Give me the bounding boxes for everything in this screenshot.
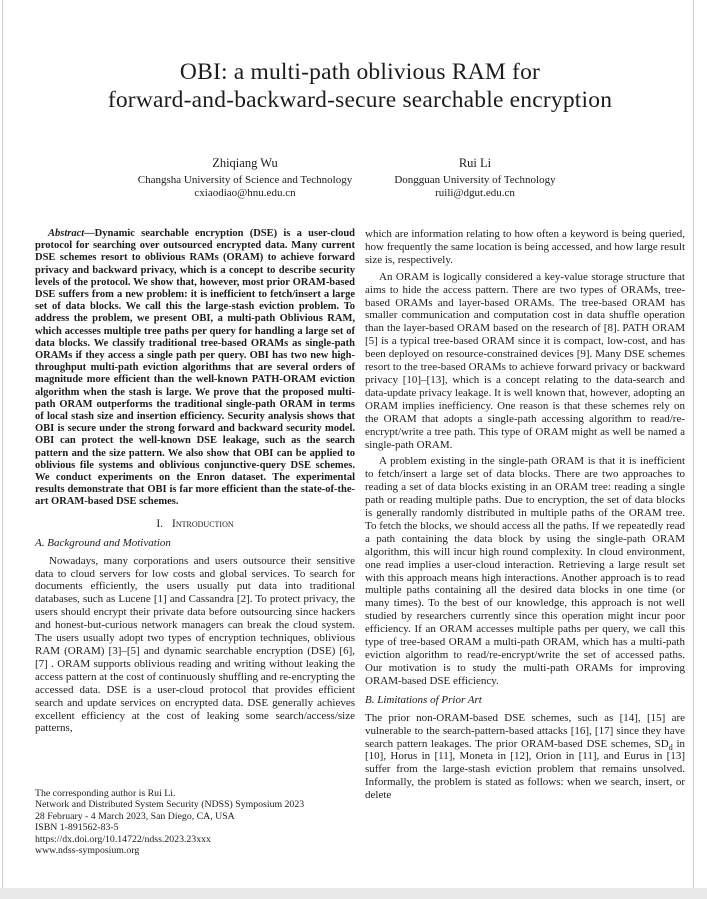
page-right-edge (693, 0, 694, 888)
author-1-affiliation: Changsha University of Science and Technology (137, 174, 353, 186)
author-1-email: cxiaodiao@hnu.edu.cn (194, 187, 296, 199)
paragraph-prior-art (365, 712, 685, 802)
abstract-label: Abstract (48, 228, 85, 239)
footnote-isbn: ISBN 1-891562-83-5 (35, 822, 119, 834)
subsection-heading-b: B. Limitations of Prior Art (365, 693, 482, 706)
author-2-name: Rui Li (458, 156, 492, 170)
abstract-text: —Dynamic searchable encryption (DSE) is a user-cloud protocol for searching over outsourced encrypted data. Many current DSE schemes resort to oblivious RAMs (ORAM) to achieve forward privacy and backward privacy, which is a concept to describe security levels of the protocol. We show that, however, most prior ORAM-based DSE suffers from a new problem: it is inefficient to fetch/insert a large set of data blocks. We call this the large-stash eviction problem. To address the problem, we present OBI, a multi-path Oblivious RAM, which accesses multiple tree paths per query for handling a large set of data blocks. We classify traditional tree-based ORAMs as single-path ORAMs if they access a single path per query. OBI has two new high-throughput multi-path eviction algorithms that are several orders of magnitude more efficient than the well-known PATH-ORAM eviction algorithm when the stash is large. We prove that the proposed multi-path ORAM outperforms the traditional single-path ORAM in terms of local stash size and insertion efficiency. Security analysis shows that OBI is secure under the strong forward and backward security model. OBI can protect the well-known DSE leakage, such as the search pattern and the size pattern. We also show that OBI can be applied to oblivious file systems and oblivious conjunctive-query DSE schemes. We conduct experiments on the Enron dataset. The experimental results demonstrate that OBI is far more efficient than the state-of-the-art ORAM-based DSE schemes. (35, 228, 355, 508)
footnote-website: www.ndss-symposium.org (35, 845, 140, 857)
paragraph-single-path-problem: A problem existing in the single-path ORAM is that it is inefficient to fetch/insert a large set of data blocks. There are two approaches to reading a set of data blocks existing in an ORAM tree: reading a single path or reading multiple paths. Due to encryption, the set of data blocks is generally randomly distributed in multiple paths of the ORAM tree. To fetch the blocks, we should access all the paths. If we repeatedly read a path containing the data block by using the single-path ORAM algorithm, this will incur high round complexity. In cloud environment, one read implies a user-cloud interaction. Retrieving a large result set with this approach means high interactions. Another approach is to read multiple paths containing all the desired data blocks in one time (or many times). To the best of our knowledge, this approach is not well studied by researchers currently since this operation might incur poor efficiency. If an ORAM accesses multiple paths per query, we call this type of tree-based ORAM a multi-path ORAM, which has a multi-path eviction algorithm to read/re-encrypt/write the set of accessed paths. Our motivation is to study the multi-path ORAMs for improving ORAM-based DSE efficiency. (365, 455, 685, 687)
paper-title-line-2: forward-and-backward-secure searchable encryption (107, 87, 613, 113)
abstract-paragraph (35, 228, 355, 509)
prior-art-text-pre: The prior non-ORAM-based DSE schemes, such as [14], [15] are vulnerable to the search-pattern-based attacks [16], [17] since they have search pattern leakages. The prior ORAM-based DSE schemes, SD (365, 711, 685, 750)
author-2-email: ruili@dgut.edu.cn (435, 187, 515, 199)
footnote-doi: https://dx.doi.org/10.14722/ndss.2023.23xxx (35, 833, 211, 845)
two-column-body (35, 228, 685, 802)
sd-subscript: d (668, 742, 673, 752)
paragraph-background-continuation: which are information relating to how often a keyword is being queried, how frequently the same location is being accessed, and how large result size is, respectively. (365, 228, 685, 266)
page-left-edge (2, 0, 3, 888)
footnote-date-location: 28 February - 4 March 2023, San Diego, CA, USA (35, 810, 235, 822)
footnote-symposium: Network and Distributed System Security (NDSS) Symposium 2023 (35, 799, 305, 811)
left-column (35, 228, 355, 802)
paper-title (35, 58, 685, 114)
section-number: I. (156, 517, 164, 530)
page-content (35, 58, 685, 802)
author-1-name: Zhiqiang Wu (212, 156, 278, 170)
paragraph-oram-overview: An ORAM is logically considered a key-value storage structure that aims to hide the access pattern. There are two types of ORAMs, tree-based ORAMs and layer-based ORAMs. The tree-based ORAM has smaller communication and computation cost in data shuffle operation than the layer-based ORAM based on the research of [8]. PATH ORAM [5] is a typical tree-based ORAM since it is compact, low-cost, and has been deployed on resource-constrained devices [9]. Many DSE schemes resort to the tree-based ORAMs to achieve forward privacy or backward privacy [10]–[13], which is a concept relating to the data-search and data-update privacy leakage. It is well known that, however, adopting an ORAM implies inefficiency. One reason is that these schemes rely on the ORAM that adopts a single-path accessing algorithm to read/re-encrypt/write a tree path. This type of ORAM might as well be named a single-path ORAM. (365, 270, 685, 451)
author-block (35, 156, 685, 200)
author-1 (130, 156, 360, 200)
subsection-heading-a: A. Background and Motivation (35, 536, 171, 549)
conference-footnote (35, 788, 357, 856)
footnote-corresponding-author: The corresponding author is Rui Li. (35, 788, 176, 799)
author-2 (360, 156, 590, 200)
author-2-affiliation: Dongguan University of Technology (394, 174, 556, 186)
paper-title-line-1: OBI: a multi-path oblivious RAM for (179, 59, 541, 85)
prior-art-text-post: in [10], Horus in [11], Moneta in [12], Orion in [11], and Eurus in [13] suffer from the large-stash eviction problem that remains unsolved. Informally, the problem is stated as follows: when we search, insert, or delete (365, 737, 685, 802)
page-bottom-margin (0, 888, 707, 899)
section-title: Introduction (172, 517, 234, 530)
right-column (365, 228, 685, 802)
paragraph-background: Nowadays, many corporations and users outsource their sensitive data to cloud servers for low costs and global services. To search for documents efficiently, the users usually put data into traditional databases, such as Lucene [1] and Cassandra [2]. To protect privacy, the users should encrypt their private data before outsourcing since hackers and honest-but-curious network managers can break the cloud system. The users usually adopt two types of encryption techniques, oblivious RAM (ORAM) [3]–[5] and dynamic searchable encryption (DSE) [6], [7] . ORAM supports oblivious reading and writing without leaking the access pattern at the cost of continuously shuffling and re-encrypting the accessed data. DSE is a user-cloud protocol that provides efficient search and update services on encrypted data. DSE generally achieves excellent efficiency at the cost of leaking some search/access/size patterns, (35, 554, 355, 735)
section-heading-introduction (35, 518, 355, 531)
